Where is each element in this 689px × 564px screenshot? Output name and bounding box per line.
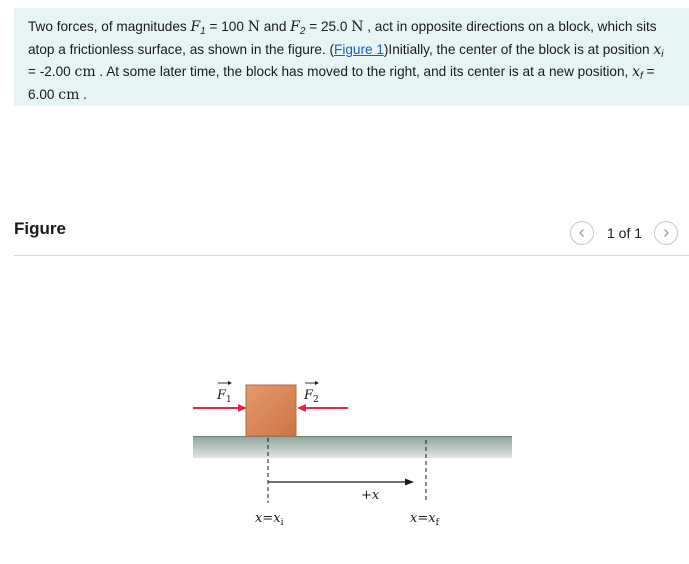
text-segment: , act in opposite directions on a block, which sits atop a frictionless surface, as shown in the figure. ( [28,19,657,57]
xf-symbol: x [632,64,640,80]
f2-subscript: 2 [299,26,306,37]
plus-x-label: +x [361,488,380,503]
xf-label-text: x=x [410,511,436,526]
f2-label-text [303,388,319,405]
unit-cm: cm [74,64,96,80]
figure-link[interactable]: Figure 1 [334,41,384,57]
f1-sub: 1 [226,395,232,405]
xi-label-text: x=x [255,511,281,526]
text-segment: )Initially, the center of the block is at position [383,41,654,57]
block [246,385,296,436]
figure-title: Figure [14,219,66,238]
xi-value: = -2.00 [28,64,75,79]
unit-newton: N [351,19,364,35]
text-segment: and [259,19,291,34]
xf-label-sub: f [435,518,439,528]
xf-label [410,511,440,528]
f1-value: = 100 [205,19,248,34]
text-segment: Two forces, of magnitudes [28,19,191,34]
figure-page-count: 1 of 1 [607,225,643,241]
xi-label [255,511,284,528]
f1-subscript: 1 [200,26,206,37]
f1-label-text [216,388,232,405]
f1-vector-head [228,381,232,385]
xi-subscript: i [661,48,664,60]
f2-letter: F [304,388,314,403]
unit-cm: cm [58,86,80,103]
frictionless-surface [193,436,512,458]
f2-value: = 25.0 [305,19,352,34]
unit-newton: N [247,19,260,35]
text-segment: . At some later time, the block has moved to the right, and its center is at a new position, [95,64,633,79]
f2-sub: 2 [313,395,319,405]
f1-symbol: F [190,19,201,35]
force-f2-arrowhead [297,404,306,412]
f1-label [216,381,232,405]
text-segment: . [79,86,87,102]
plus-x-axis-arrowhead [405,479,414,486]
f2-vector-head [315,381,319,385]
xi-symbol: x [653,41,662,58]
f2-symbol: F [290,19,300,35]
f2-label [303,381,319,405]
xi-label-sub: i [280,518,284,528]
xf-value: = 6.00 [28,64,655,102]
xf-subscript: f [639,71,643,82]
f1-letter: F [217,388,227,403]
